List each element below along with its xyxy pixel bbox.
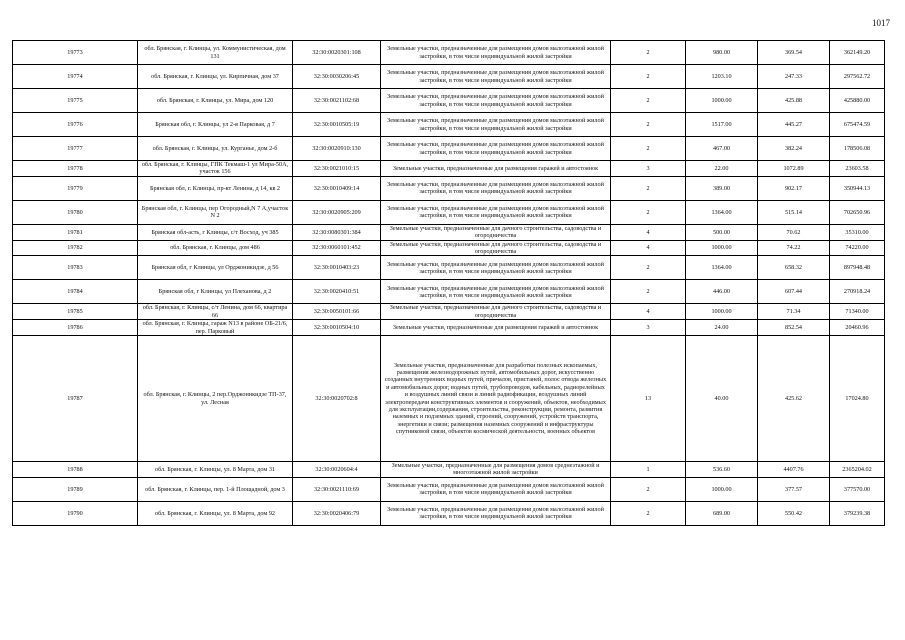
row-number: 19773 xyxy=(13,41,138,65)
cadastral-cost-cell: 297562.72 xyxy=(830,65,885,89)
area-cell: 22.00 xyxy=(686,161,758,177)
group-cell: 3 xyxy=(611,320,686,336)
cadastral-number-cell: 32:30:0030206:45 xyxy=(293,65,381,89)
specific-value-cell: 4407.76 xyxy=(758,462,830,478)
cadastral-cost-cell: 23603.58 xyxy=(830,161,885,177)
row-number: 19775 xyxy=(13,89,138,113)
address-cell: обл. Брянская, г. Клинцы, гараж N13 в районе ОБ-21/6, пер. Парковый xyxy=(138,320,293,336)
land-use-cell: Земельные участки, предназначенные для размещения домов малоэтажной жилой застройки, в том числе индивидуальной жилой застройки xyxy=(381,200,611,224)
cadastral-number-cell: 32:30:0010505:19 xyxy=(293,113,381,137)
row-number: 19779 xyxy=(13,176,138,200)
area-cell: 1000.00 xyxy=(686,240,758,256)
specific-value-cell: 71.34 xyxy=(758,304,830,320)
cadastral-number-cell: 32:30:0010504:10 xyxy=(293,320,381,336)
group-cell: 4 xyxy=(611,224,686,240)
group-cell: 4 xyxy=(611,304,686,320)
land-use-cell: Земельные участки, предназначенные для размещения домов малоэтажной жилой застройки, в том числе индивидуальной жилой застройки xyxy=(381,280,611,304)
table-row xyxy=(13,65,885,89)
address-cell: обл. Брянская, г. Клинцы, ГПК Текмаш-1 ул Мира-50А, участок 156 xyxy=(138,161,293,177)
cadastral-number-cell: 32:30:0060101:452 xyxy=(293,240,381,256)
table-body xyxy=(13,41,885,526)
specific-value-cell: 247.33 xyxy=(758,65,830,89)
cadastral-cost-cell: 74220.00 xyxy=(830,240,885,256)
cadastral-cost-cell: 897948.48 xyxy=(830,256,885,280)
cadastral-number-cell: 32:30:0050101:66 xyxy=(293,304,381,320)
land-use-cell: Земельные участки, предназначенные для дачного строительства, садоводства и огородничества xyxy=(381,304,611,320)
land-use-cell: Земельные участки, предназначенные для размещения гаражей и автостоянок xyxy=(381,320,611,336)
area-cell: 536.60 xyxy=(686,462,758,478)
area-cell: 1000.00 xyxy=(686,477,758,501)
cadastral-number-cell: 32:30:0021010:15 xyxy=(293,161,381,177)
address-cell: обл. Брянская, г. Клинцы, ул. Кирпичная, дом 37 xyxy=(138,65,293,89)
row-number: 19784 xyxy=(13,280,138,304)
specific-value-cell: 425.62 xyxy=(758,336,830,462)
table-row xyxy=(13,224,885,240)
cadastral-number-cell: 32:30:0020905:209 xyxy=(293,200,381,224)
area-cell: 24.00 xyxy=(686,320,758,336)
table-row xyxy=(13,336,885,462)
land-use-cell: Земельные участки, предназначенные для размещения домов малоэтажной жилой застройки, в том числе индивидуальной жилой застройки xyxy=(381,477,611,501)
land-use-cell: Земельные участки, предназначенные для размещения домов малоэтажной жилой застройки, в том числе индивидуальной жилой застройки xyxy=(381,65,611,89)
table-row xyxy=(13,89,885,113)
land-use-cell: Земельные участки, предназначенные для дачного строительства, садоводства и огородничества xyxy=(381,224,611,240)
cadastral-cost-cell: 675474.59 xyxy=(830,113,885,137)
land-use-cell: Земельные участки, предназначенные для размещения домов малоэтажной жилой застройки, в том числе индивидуальной жилой застройки xyxy=(381,113,611,137)
specific-value-cell: 369.54 xyxy=(758,41,830,65)
table-row xyxy=(13,304,885,320)
cadastral-cost-cell: 35310.00 xyxy=(830,224,885,240)
cadastral-cost-cell: 425880.00 xyxy=(830,89,885,113)
cadastral-number-cell: 32:30:0020604:4 xyxy=(293,462,381,478)
cadastral-number-cell: 32:30:0020301:108 xyxy=(293,41,381,65)
address-cell: обл. Брянская, г. Клинцы, 2 пер.Орджоникидзе ТП-37, ул. Лесная xyxy=(138,336,293,462)
group-cell: 2 xyxy=(611,113,686,137)
area-cell: 467.00 xyxy=(686,137,758,161)
address-cell: Брянская обл, г. Клинцы, ул 2-я Парковая, д 7 xyxy=(138,113,293,137)
row-number: 19788 xyxy=(13,462,138,478)
cadastral-cost-cell: 20460.96 xyxy=(830,320,885,336)
land-use-cell: Земельные участки, предназначенные для размещения домов малоэтажной жилой застройки, в том числе индивидуальной жилой застройки xyxy=(381,89,611,113)
area-cell: 1000.00 xyxy=(686,304,758,320)
group-cell: 2 xyxy=(611,477,686,501)
land-use-cell: Земельные участки, предназначенные для размещения гаражей и автостоянок xyxy=(381,161,611,177)
row-number: 19789 xyxy=(13,477,138,501)
group-cell: 2 xyxy=(611,280,686,304)
specific-value-cell: 377.57 xyxy=(758,477,830,501)
specific-value-cell: 425.88 xyxy=(758,89,830,113)
cadastral-number-cell: 32:30:0020910:130 xyxy=(293,137,381,161)
specific-value-cell: 902.17 xyxy=(758,176,830,200)
cadastral-cost-cell: 362149.20 xyxy=(830,41,885,65)
specific-value-cell: 550.42 xyxy=(758,501,830,525)
land-use-cell: Земельные участки, предназначенные для размещения домов малоэтажной жилой застройки, в том числе индивидуальной жилой застройки xyxy=(381,137,611,161)
land-registry-table xyxy=(12,40,885,526)
address-cell: обл. Брянская, г. Клинцы, с/т Ленина, дом 66, квартира 66 xyxy=(138,304,293,320)
group-cell: 1 xyxy=(611,462,686,478)
table-row xyxy=(13,113,885,137)
specific-value-cell: 70.62 xyxy=(758,224,830,240)
table-row xyxy=(13,176,885,200)
cadastral-number-cell: 32:30:0010403:23 xyxy=(293,256,381,280)
row-number: 19790 xyxy=(13,501,138,525)
address-cell: Брянская обл-асть, г Клинцы, с/т Восход, уч 385 xyxy=(138,224,293,240)
group-cell: 13 xyxy=(611,336,686,462)
cadastral-cost-cell: 379239.38 xyxy=(830,501,885,525)
group-cell: 2 xyxy=(611,41,686,65)
area-cell: 980.00 xyxy=(686,41,758,65)
specific-value-cell: 74.22 xyxy=(758,240,830,256)
land-use-cell: Земельные участки, предназначенные для размещения домов малоэтажной жилой застройки, в том числе индивидуальной жилой застройки xyxy=(381,41,611,65)
land-use-cell: Земельные участки, предназначенные для размещения домов малоэтажной жилой застройки, в том числе индивидуальной жилой застройки xyxy=(381,501,611,525)
address-cell: обл. Брянская, г. Клинцы, ул. Коммунистическая, дом 131 xyxy=(138,41,293,65)
specific-value-cell: 852.54 xyxy=(758,320,830,336)
cadastral-cost-cell: 17024.80 xyxy=(830,336,885,462)
row-number: 19777 xyxy=(13,137,138,161)
area-cell: 389.00 xyxy=(686,176,758,200)
cadastral-cost-cell: 377570.00 xyxy=(830,477,885,501)
specific-value-cell: 445.27 xyxy=(758,113,830,137)
cadastral-number-cell: 32:30:0080301:384 xyxy=(293,224,381,240)
area-cell: 40.00 xyxy=(686,336,758,462)
specific-value-cell: 515.14 xyxy=(758,200,830,224)
cadastral-cost-cell: 270918.24 xyxy=(830,280,885,304)
specific-value-cell: 1072.89 xyxy=(758,161,830,177)
address-cell: обл. Брянская, г. Клинцы, ул. Курганье, дом 2-б xyxy=(138,137,293,161)
address-cell: Брянская обл, г Клинцы, ул Орджоникидзе, д 56 xyxy=(138,256,293,280)
cadastral-cost-cell: 702650.96 xyxy=(830,200,885,224)
area-cell: 500.00 xyxy=(686,224,758,240)
row-number: 19774 xyxy=(13,65,138,89)
table-row xyxy=(13,280,885,304)
area-cell: 689.00 xyxy=(686,501,758,525)
table-row xyxy=(13,320,885,336)
group-cell: 2 xyxy=(611,501,686,525)
address-cell: обл. Брянская, г. Клинцы, ул. 8 Марта, дом 92 xyxy=(138,501,293,525)
specific-value-cell: 658.32 xyxy=(758,256,830,280)
table-row xyxy=(13,256,885,280)
group-cell: 2 xyxy=(611,65,686,89)
row-number: 19776 xyxy=(13,113,138,137)
page-number: 1017 xyxy=(872,18,890,28)
land-use-cell: Земельные участки, предназначенные для размещения домов малоэтажной жилой застройки, в том числе индивидуальной жилой застройки xyxy=(381,176,611,200)
group-cell: 2 xyxy=(611,200,686,224)
land-use-cell: Земельные участки, предназначенные для дачного строительства, садоводства и огородничества xyxy=(381,240,611,256)
group-cell: 2 xyxy=(611,89,686,113)
cadastral-number-cell: 32:30:0010409:14 xyxy=(293,176,381,200)
area-cell: 446.00 xyxy=(686,280,758,304)
address-cell: Брянская обл, г Клинцы, ул Плеханова, д 2 xyxy=(138,280,293,304)
area-cell: 1000.00 xyxy=(686,89,758,113)
cadastral-number-cell: 32:30:0021102:68 xyxy=(293,89,381,113)
land-use-cell: Земельные участки, предназначенные для разработки полезных ископаемых, размещения железнодорожных путей, автомобильных дорог, искусственно созданных внутренних водных путей, причалов, пристаней, полос отвода железных и автомобильных дорог, водных путей, трубопроводов, кабельных, радиорелейных и воздушных линий связи и линий радиофикации, воздушных линий электропередачи конструктивных элементов и сооружений, объектов, необходимых для эксплуатации,содержания, строительства, реконструкции, ремонта, развития наземных и подземных зданий, строений, сооружений, устройств транспорта, энергетики и связи; размещения наземных сооружений и инфраструктуры спутниковой связи, объектов космической деятельности, военных объектов xyxy=(381,336,611,462)
table-row xyxy=(13,161,885,177)
table-row xyxy=(13,462,885,478)
cadastral-number-cell: 32:30:0020702:8 xyxy=(293,336,381,462)
address-cell: обл. Брянская, г. Клинцы, ул. 8 Марта, дом 31 xyxy=(138,462,293,478)
cadastral-number-cell: 32:30:0021110:69 xyxy=(293,477,381,501)
group-cell: 3 xyxy=(611,161,686,177)
row-number: 19783 xyxy=(13,256,138,280)
area-cell: 1364.00 xyxy=(686,200,758,224)
area-cell: 1364.00 xyxy=(686,256,758,280)
table-row xyxy=(13,200,885,224)
address-cell: Брянская обл, г. Клинцы, пр-кт Ленина, д 14, кв 2 xyxy=(138,176,293,200)
address-cell: обл. Брянская, г. Клинцы, пер. 1-й Площадной, дом 3 xyxy=(138,477,293,501)
table-row xyxy=(13,240,885,256)
land-use-cell: Земельные участки, предназначенные для размещения домов среднеэтажной и многоэтажной жилой застройки xyxy=(381,462,611,478)
land-use-cell: Земельные участки, предназначенные для размещения домов малоэтажной жилой застройки, в том числе индивидуальной жилой застройки xyxy=(381,256,611,280)
row-number: 19781 xyxy=(13,224,138,240)
row-number: 19782 xyxy=(13,240,138,256)
cadastral-number-cell: 32:30:0020406:79 xyxy=(293,501,381,525)
specific-value-cell: 382.24 xyxy=(758,137,830,161)
row-number: 19787 xyxy=(13,336,138,462)
address-cell: Брянская обл, г. Клинцы, пер Огородный,N 7 А,участок N 2 xyxy=(138,200,293,224)
cadastral-number-cell: 32:30:0020410:51 xyxy=(293,280,381,304)
cadastral-cost-cell: 178506.08 xyxy=(830,137,885,161)
cadastral-cost-cell: 350944.13 xyxy=(830,176,885,200)
address-cell: обл. Брянская, г. Клинцы, дом 486 xyxy=(138,240,293,256)
group-cell: 4 xyxy=(611,240,686,256)
table-row xyxy=(13,137,885,161)
row-number: 19786 xyxy=(13,320,138,336)
group-cell: 2 xyxy=(611,137,686,161)
group-cell: 2 xyxy=(611,256,686,280)
group-cell: 2 xyxy=(611,176,686,200)
address-cell: обл. Брянская, г. Клинцы, ул. Мира, дом 120 xyxy=(138,89,293,113)
area-cell: 1203.10 xyxy=(686,65,758,89)
row-number: 19780 xyxy=(13,200,138,224)
table-row xyxy=(13,501,885,525)
specific-value-cell: 607.44 xyxy=(758,280,830,304)
area-cell: 1517.00 xyxy=(686,113,758,137)
table-row xyxy=(13,41,885,65)
table-row xyxy=(13,477,885,501)
cadastral-cost-cell: 2365204.02 xyxy=(830,462,885,478)
row-number: 19785 xyxy=(13,304,138,320)
row-number: 19778 xyxy=(13,161,138,177)
cadastral-cost-cell: 71340.00 xyxy=(830,304,885,320)
